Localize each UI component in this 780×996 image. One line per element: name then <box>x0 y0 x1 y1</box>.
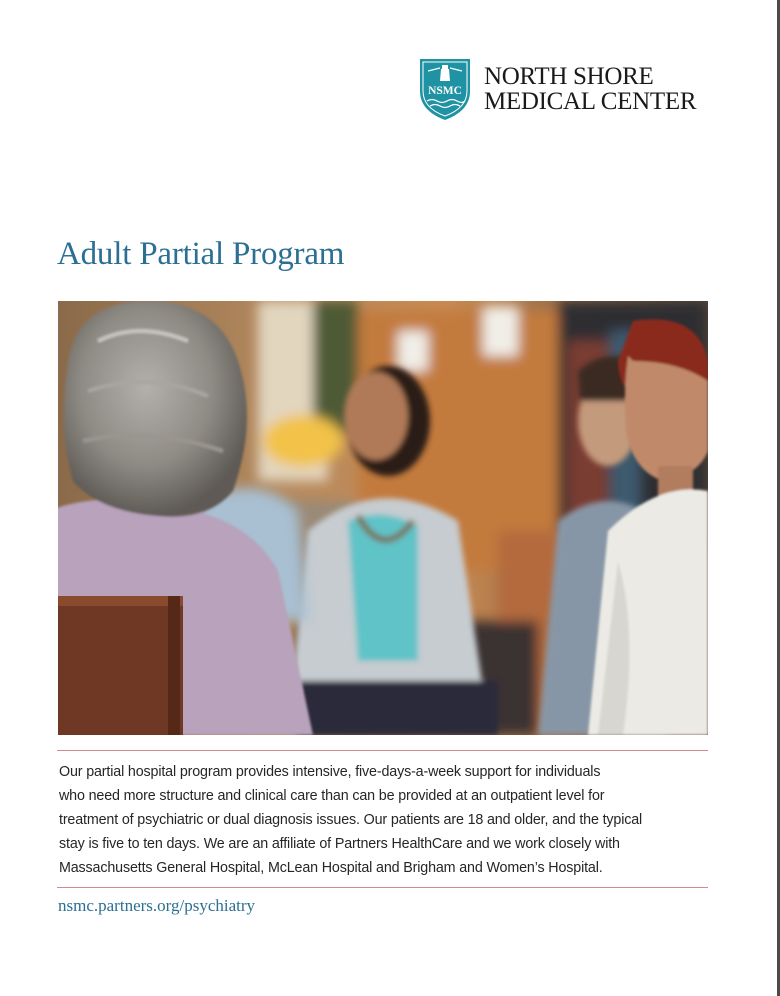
group-therapy-photo <box>58 301 708 735</box>
nsmc-shield-icon <box>418 57 472 121</box>
nsmc-emblem-text: NSMC <box>428 85 462 97</box>
organization-name-line2: MEDICAL CENTER <box>484 88 697 115</box>
divider-top <box>57 750 708 751</box>
divider-bottom <box>57 887 708 888</box>
organization-name-line1: NORTH SHORE <box>484 63 654 90</box>
description-line-5: Massachusetts General Hospital, McLean Hospital and Brigham and Women’s Hospital. <box>59 860 603 876</box>
description-line-3: treatment of psychiatric or dual diagnosis issues. Our patients are 18 and older, and the typical <box>59 812 643 828</box>
organization-name <box>484 64 696 114</box>
program-description <box>59 760 711 880</box>
description-line-1: Our partial hospital program provides intensive, five-days-a-week support for individuals <box>59 764 601 780</box>
nsmc-logo <box>418 57 696 121</box>
description-line-4: stay is five to ten days. We are an affiliate of Partners HealthCare and we work closely with <box>59 836 620 852</box>
description-line-2: who need more structure and clinical care than can be provided at an outpatient level for <box>59 788 605 804</box>
page-title: Adult Partial Program <box>57 236 345 272</box>
psychiatry-website-link[interactable]: nsmc.partners.org/psychiatry <box>58 896 256 915</box>
